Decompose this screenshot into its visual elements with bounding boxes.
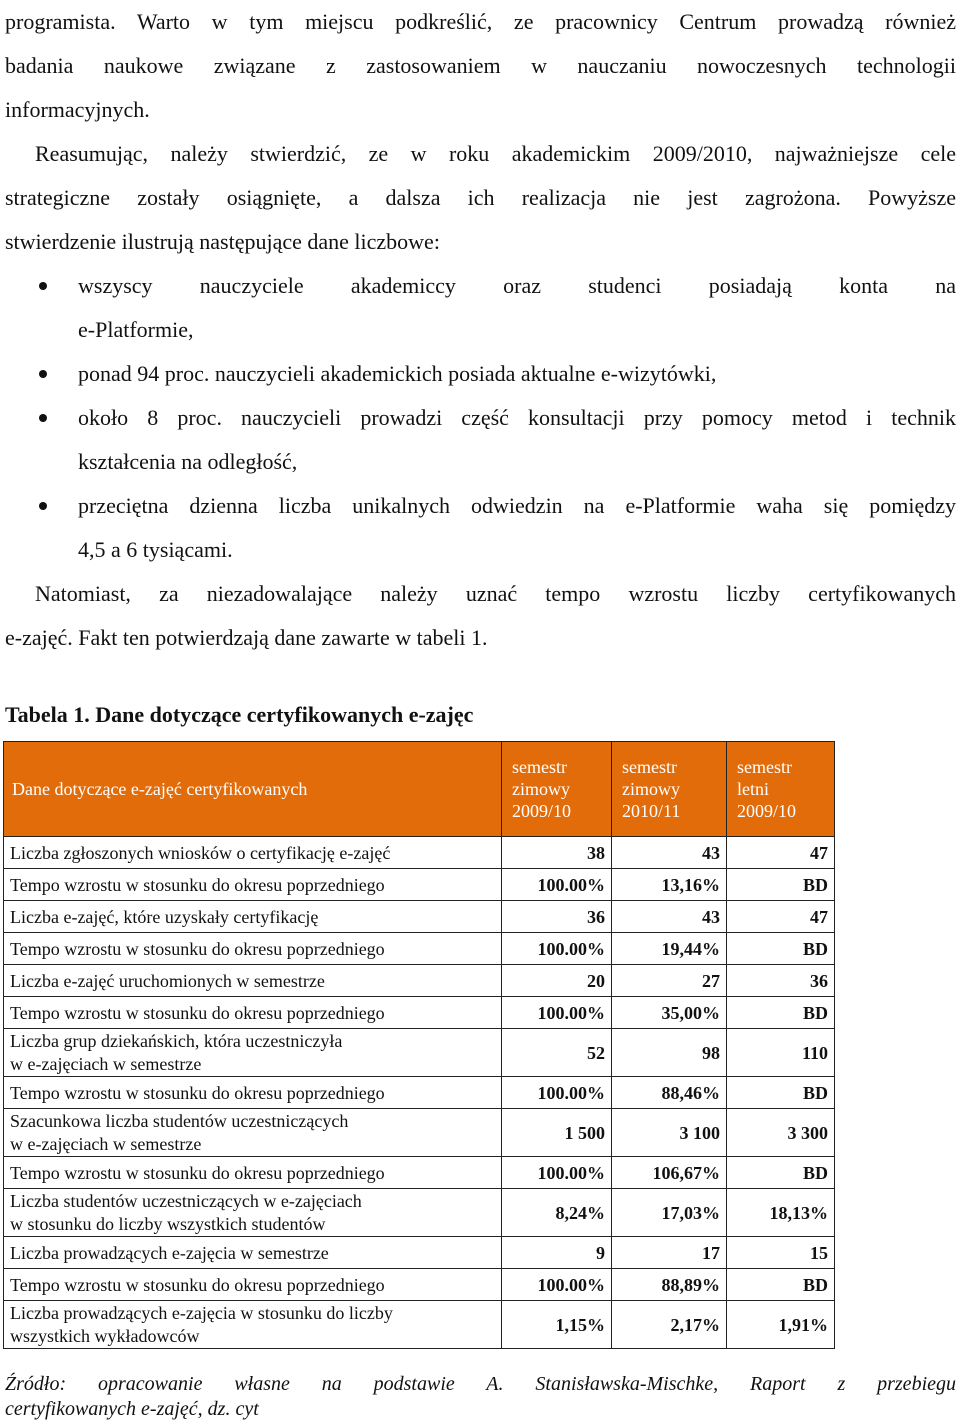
cell-value: 1,15% xyxy=(502,1301,612,1349)
table-row xyxy=(4,1237,835,1269)
cell-value: 100.00% xyxy=(502,997,612,1029)
cell-value: BD xyxy=(727,869,835,901)
row-label xyxy=(4,1029,502,1077)
cell-value: 106,67% xyxy=(612,1157,727,1189)
row-label-line: Szacunkowa liczba studentów uczestniczących xyxy=(10,1110,349,1131)
table-row xyxy=(4,1029,835,1077)
cell-value: BD xyxy=(727,1157,835,1189)
table-row xyxy=(4,1109,835,1157)
list-item xyxy=(0,264,960,352)
row-label-line: Liczba prowadzących e-zajęcia w stosunku do liczby xyxy=(10,1302,393,1323)
table-row xyxy=(4,869,835,901)
cell-value: 100.00% xyxy=(502,933,612,965)
data-table xyxy=(3,741,835,1349)
cell-value: 47 xyxy=(727,837,835,869)
cell-value: BD xyxy=(727,933,835,965)
cell-value: 52 xyxy=(502,1029,612,1077)
table-header-col xyxy=(727,742,835,837)
cell-value: 47 xyxy=(727,901,835,933)
cell-value: 2,17% xyxy=(612,1301,727,1349)
header-line: 2009/10 xyxy=(512,801,572,821)
bullet-list xyxy=(0,264,960,572)
row-label-line: wszystkich wykładowców xyxy=(10,1325,200,1346)
text-line: Reasumując, należy stwierdzić, ze w roku akademickim 2009/2010, najważniejsze cele xyxy=(35,141,956,166)
list-item xyxy=(0,484,960,572)
cell-value: 17,03% xyxy=(612,1189,727,1237)
table-row xyxy=(4,965,835,997)
text-line: e-zajęć. Fakt ten potwierdzają dane zawarte w tabeli 1. xyxy=(5,625,488,650)
row-label: Liczba e-zajęć, które uzyskały certyfikację xyxy=(4,901,502,933)
table-row xyxy=(4,933,835,965)
bullet-icon xyxy=(39,282,47,290)
list-item xyxy=(0,396,960,484)
cell-value: 110 xyxy=(727,1029,835,1077)
table-header-row xyxy=(4,742,835,837)
cell-value: 43 xyxy=(612,837,727,869)
header-line: 2010/11 xyxy=(622,801,681,821)
cell-value: 100.00% xyxy=(502,1077,612,1109)
paragraph-summary xyxy=(0,132,960,264)
header-line: semestr xyxy=(512,757,567,777)
cell-value: BD xyxy=(727,1269,835,1301)
paragraph-intro xyxy=(0,0,960,132)
cell-value: 3 100 xyxy=(612,1109,727,1157)
table-header-col xyxy=(612,742,727,837)
document-page xyxy=(0,0,960,660)
row-label: Tempo wzrostu w stosunku do okresu poprzedniego xyxy=(4,1157,502,1189)
text-line: Natomiast, za niezadowalające należy uznać tempo wzrostu liczby certyfikowanych xyxy=(35,581,956,606)
source-line: certyfikowanych e-zajęć, dz. cyt xyxy=(5,1398,259,1420)
row-label: Liczba e-zajęć uruchomionych w semestrze xyxy=(4,965,502,997)
list-item-line: przeciętna dzienna liczba unikalnych odwiedzin na e-Platformie waha się pomiędzy xyxy=(78,493,956,518)
cell-value: 8,24% xyxy=(502,1189,612,1237)
cell-value: 36 xyxy=(502,901,612,933)
cell-value: 13,16% xyxy=(612,869,727,901)
table-row xyxy=(4,837,835,869)
cell-value: 100.00% xyxy=(502,869,612,901)
cell-value: 100.00% xyxy=(502,1269,612,1301)
bullet-icon xyxy=(39,502,47,510)
row-label: Tempo wzrostu w stosunku do okresu poprzedniego xyxy=(4,1269,502,1301)
cell-value: 43 xyxy=(612,901,727,933)
cell-value: 20 xyxy=(502,965,612,997)
row-label: Tempo wzrostu w stosunku do okresu poprzedniego xyxy=(4,869,502,901)
cell-value: BD xyxy=(727,997,835,1029)
header-line: 2009/10 xyxy=(737,801,797,821)
header-line: zimowy xyxy=(512,779,570,799)
table-row xyxy=(4,1077,835,1109)
table-caption: Tabela 1. Dane dotyczące certyfikowanych e-zajęc xyxy=(5,702,474,727)
row-label: Tempo wzrostu w stosunku do okresu poprzedniego xyxy=(4,1077,502,1109)
cell-value: 98 xyxy=(612,1029,727,1077)
row-label: Liczba prowadzących e-zajęcia w semestrze xyxy=(4,1237,502,1269)
cell-value: 100.00% xyxy=(502,1157,612,1189)
cell-value: 1,91% xyxy=(727,1301,835,1349)
cell-value: 1 500 xyxy=(502,1109,612,1157)
row-label-line: Liczba grup dziekańskich, która uczestniczyła xyxy=(10,1030,343,1051)
list-item-line: wszyscy nauczyciele akademiccy oraz studenci posiadają konta na xyxy=(78,273,956,298)
cell-value: 27 xyxy=(612,965,727,997)
source-note xyxy=(5,1372,956,1422)
header-line: semestr xyxy=(622,757,677,777)
cell-value: 3 300 xyxy=(727,1109,835,1157)
cell-value: BD xyxy=(727,1077,835,1109)
table-row xyxy=(4,1189,835,1237)
bullet-icon xyxy=(39,414,47,422)
cell-value: 19,44% xyxy=(612,933,727,965)
list-item-line: e-Platformie, xyxy=(78,317,194,342)
table-row xyxy=(4,1157,835,1189)
text-line: badania naukowe związane z zastosowaniem w nauczaniu nowoczesnych technologii xyxy=(5,53,956,78)
row-label: Tempo wzrostu w stosunku do okresu poprzedniego xyxy=(4,997,502,1029)
cell-value: 38 xyxy=(502,837,612,869)
row-label xyxy=(4,1189,502,1237)
text-line: stwierdzenie ilustrują następujące dane liczbowe: xyxy=(5,229,440,254)
cell-value: 15 xyxy=(727,1237,835,1269)
table-row xyxy=(4,997,835,1029)
row-label-line: w e-zajęciach w semestrze xyxy=(10,1133,202,1154)
list-item-line: ponad 94 proc. nauczycieli akademickich posiada aktualne e-wizytówki, xyxy=(78,361,717,386)
cell-value: 88,46% xyxy=(612,1077,727,1109)
source-line: Źródło: opracowanie własne na podstawie A. Stanisławska-Mischke, Raport z przebiegu xyxy=(5,1373,956,1395)
header-line: letni xyxy=(737,779,769,799)
cell-value: 88,89% xyxy=(612,1269,727,1301)
row-label-line: w stosunku do liczby wszystkich studentów xyxy=(10,1213,326,1234)
bullet-icon xyxy=(39,370,47,378)
text-line: informacyjnych. xyxy=(5,97,150,122)
table-row xyxy=(4,1269,835,1301)
list-item-line: 4,5 a 6 tysiącami. xyxy=(78,537,233,562)
header-line: semestr xyxy=(737,757,792,777)
text-line: programista. Warto w tym miejscu podkreślić, ze pracownicy Centrum prowadzą również xyxy=(5,9,956,34)
table-header-main: Dane dotyczące e-zajęć certyfikowanych xyxy=(4,742,502,837)
row-label-line: w e-zajęciach w semestrze xyxy=(10,1053,202,1074)
row-label xyxy=(4,1301,502,1349)
row-label-line: Liczba studentów uczestniczących w e-zajęciach xyxy=(10,1190,362,1211)
cell-value: 9 xyxy=(502,1237,612,1269)
paragraph-conclusion xyxy=(0,572,960,660)
cell-value: 18,13% xyxy=(727,1189,835,1237)
cell-value: 17 xyxy=(612,1237,727,1269)
list-item xyxy=(0,352,960,396)
table-row xyxy=(4,901,835,933)
text-line: strategiczne zostały osiągnięte, a dalsza ich realizacja nie jest zagrożona. Powyższe xyxy=(5,185,956,210)
row-label: Tempo wzrostu w stosunku do okresu poprzedniego xyxy=(4,933,502,965)
list-item-line: około 8 proc. nauczycieli prowadzi część konsultacji przy pomocy metod i technik xyxy=(78,405,956,430)
header-line: zimowy xyxy=(622,779,680,799)
list-item-line: kształcenia na odległość, xyxy=(78,449,298,474)
cell-value: 36 xyxy=(727,965,835,997)
table-row xyxy=(4,1301,835,1349)
row-label xyxy=(4,1109,502,1157)
cell-value: 35,00% xyxy=(612,997,727,1029)
table-header-col xyxy=(502,742,612,837)
row-label: Liczba zgłoszonych wniosków o certyfikację e-zajęć xyxy=(4,837,502,869)
